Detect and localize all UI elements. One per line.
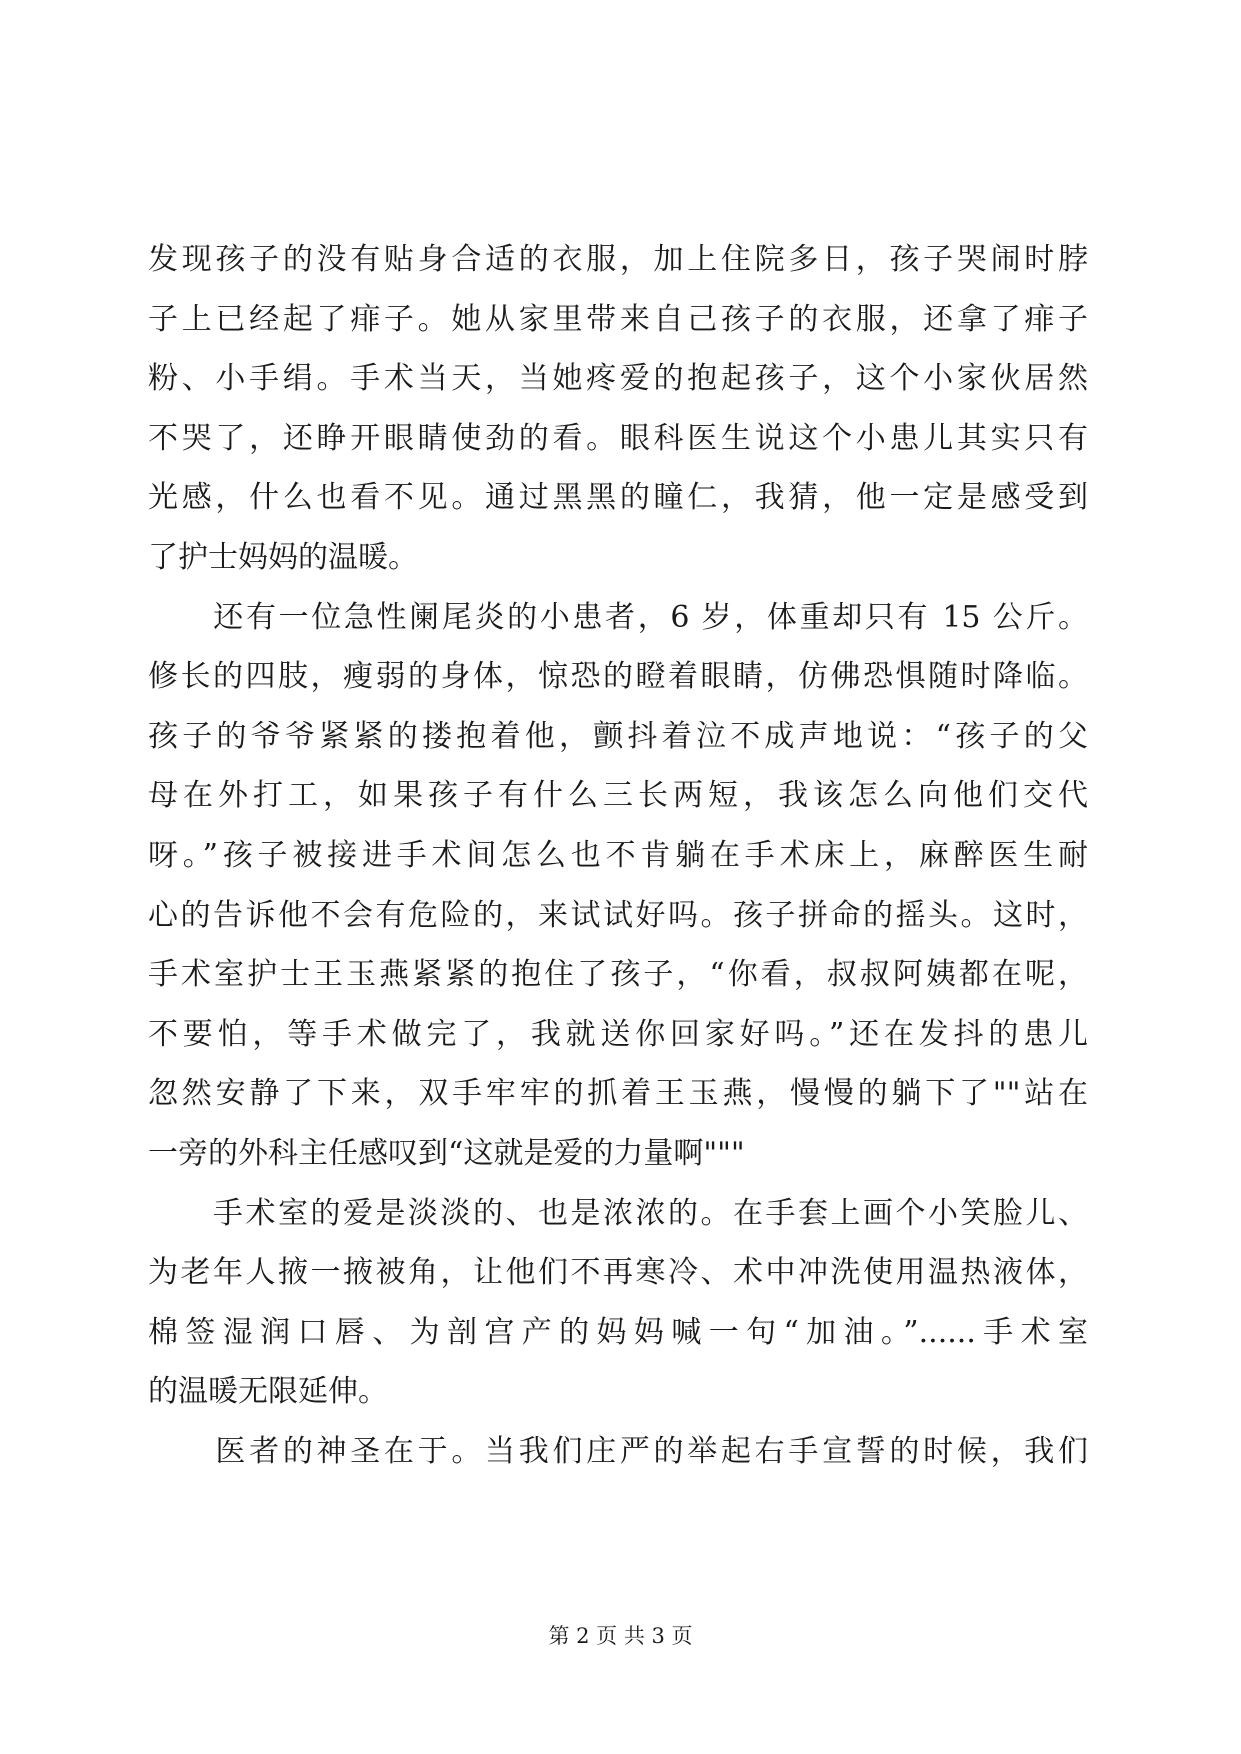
text-line: 光感，什么也看不见。通过黑黑的瞳仁，我猜，他一定是感受到 (148, 480, 1088, 516)
text-line: 手术室护士王玉燕紧紧的抱住了孩子，“你看，叔叔阿姨都在呢， (148, 957, 1088, 993)
text-line: 子上已经起了痱子。她从家里带来自己孩子的衣服，还拿了痱子 (148, 301, 1088, 337)
text-line: 了护士妈妈的温暖。 (148, 539, 418, 575)
text-line: 手术室的爱是淡淡的、也是浓浓的。在手套上画个小笑脸儿、 (148, 1195, 1088, 1231)
text-line: 修长的四肢，瘦弱的身体，惊恐的瞪着眼睛，仿佛恐惧随时降临。 (148, 659, 1088, 695)
text-line: 为老年人掖一掖被角，让他们不再寒冷、术中冲洗使用温热液体， (148, 1255, 1088, 1291)
text-line: 孩子的爷爷紧紧的搂抱着他，颤抖着泣不成声地说：“孩子的父 (148, 718, 1088, 754)
text-line: 母在外打工，如果孩子有什么三长两短，我该怎么向他们交代 (148, 778, 1088, 814)
text-line: 粉、小手绢。手术当天，当她疼爱的抱起孩子，这个小家伙居然 (148, 361, 1088, 397)
page-footer: 第 2 页 共 3 页 (548, 1624, 693, 1648)
text-line: 不要怕，等手术做完了，我就送你回家好吗。”还在发抖的患儿 (148, 1016, 1088, 1052)
body-text (148, 230, 1088, 1481)
text-line: 的温暖无限延伸。 (148, 1374, 388, 1410)
text-line: 一旁的外科主任感叹到“这就是爱的力量啊""" (148, 1135, 745, 1171)
text-line: 发现孩子的没有贴身合适的衣服，加上住院多日，孩子哭闹时脖 (148, 242, 1088, 277)
text-line: 呀。”孩子被接进手术间怎么也不肯躺在手术床上，麻醉医生耐 (148, 837, 1088, 873)
text-line: 忽然安静了下来，双手牢牢的抓着王玉燕，慢慢的躺下了""站在 (148, 1076, 1088, 1112)
text-line: 医者的神圣在于。当我们庄严的举起右手宣誓的时候，我们 (148, 1433, 1088, 1469)
text-line: 不哭了，还睁开眼睛使劲的看。眼科医生说这个小患儿其实只有 (148, 420, 1088, 456)
text-line: 还有一位急性阑尾炎的小患者，6 岁，体重却只有 15 公斤。 (148, 599, 1088, 635)
text-line: 棉签湿润口唇、为剖宫产的妈妈喊一句“加油。”......手术室 (148, 1314, 1088, 1350)
text-line: 心的告诉他不会有危险的，来试试好吗。孩子拼命的摇头。这时， (148, 897, 1088, 933)
